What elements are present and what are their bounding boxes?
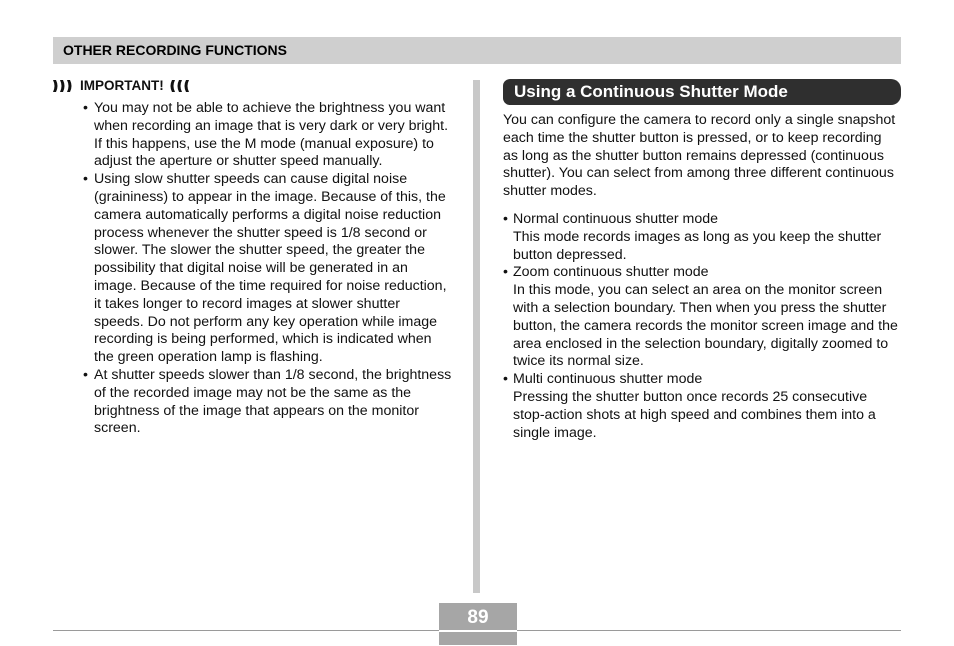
- section-intro: You can configure the camera to record only a single snapshot each time the shutter button is pressed, or to keep recording as long as the shutter button remains depressed (continuous shutter). You can select from among three different continuous shutter modes.: [503, 112, 896, 200]
- shutter-mode-list: [503, 211, 901, 442]
- list-item: • Using slow shutter speeds can cause digital noise (graininess) to appear in the image. Because of this, the camera automatically performs a digital noise reduction process whenever the shutter speed is 1/8 second or slower. The slower the shutter speed, the greater the possibility that digital noise will be generated in an image. Because of the time required for noise reduction, it takes longer to record images at slower shutter speeds. Do not perform any key operation while image recording is being performed, which is indicated when the green operation lamp is flashing.: [83, 171, 453, 367]
- column-divider: [473, 80, 480, 593]
- mode-description: Pressing the shutter button once records 25 consecutive stop-action shots at high speed and combines them into a single image.: [513, 388, 876, 441]
- mode-title: Multi continuous shutter mode: [513, 371, 703, 388]
- mode-title: Normal continuous shutter mode: [513, 211, 719, 227]
- list-item: • At shutter speeds slower than 1/8 second, the brightness of the recorded image may not be the same as the brightness of the image that appears on the monitor screen.: [83, 367, 453, 438]
- important-heading: [53, 77, 190, 95]
- mode-title: Zoom continuous shutter mode: [513, 264, 709, 281]
- important-notes-list: [83, 100, 453, 438]
- list-item: • You may not be able to achieve the brightness you want when recording an image that is very dark or very bright. If this happens, use the M mode (manual exposure) to adjust the aperture or shutter speed manually.: [83, 100, 453, 171]
- section-heading: [503, 79, 901, 105]
- section-header-bar: [53, 37, 901, 64]
- important-label: IMPORTANT!: [80, 78, 164, 93]
- important-left-marks-icon: [53, 80, 74, 92]
- list-item: [503, 264, 901, 371]
- section-heading-text: Using a Continuous Shutter Mode: [514, 82, 788, 101]
- list-item: [503, 211, 901, 264]
- mode-description: This mode records images as long as you keep the shutter button depressed.: [513, 228, 882, 263]
- mode-description: In this mode, you can select an area on the monitor screen with a selection boundary. Then when you press the shutter button, the camera records the monitor screen image and the area enclosed in the selection boundary, digitally zoomed to twice its normal size.: [513, 282, 898, 370]
- section-header-title: OTHER RECORDING FUNCTIONS: [63, 42, 287, 58]
- page-number-text: 89: [467, 607, 489, 628]
- important-right-marks-icon: [169, 80, 190, 92]
- list-item: [503, 371, 901, 442]
- page-number: [439, 603, 517, 645]
